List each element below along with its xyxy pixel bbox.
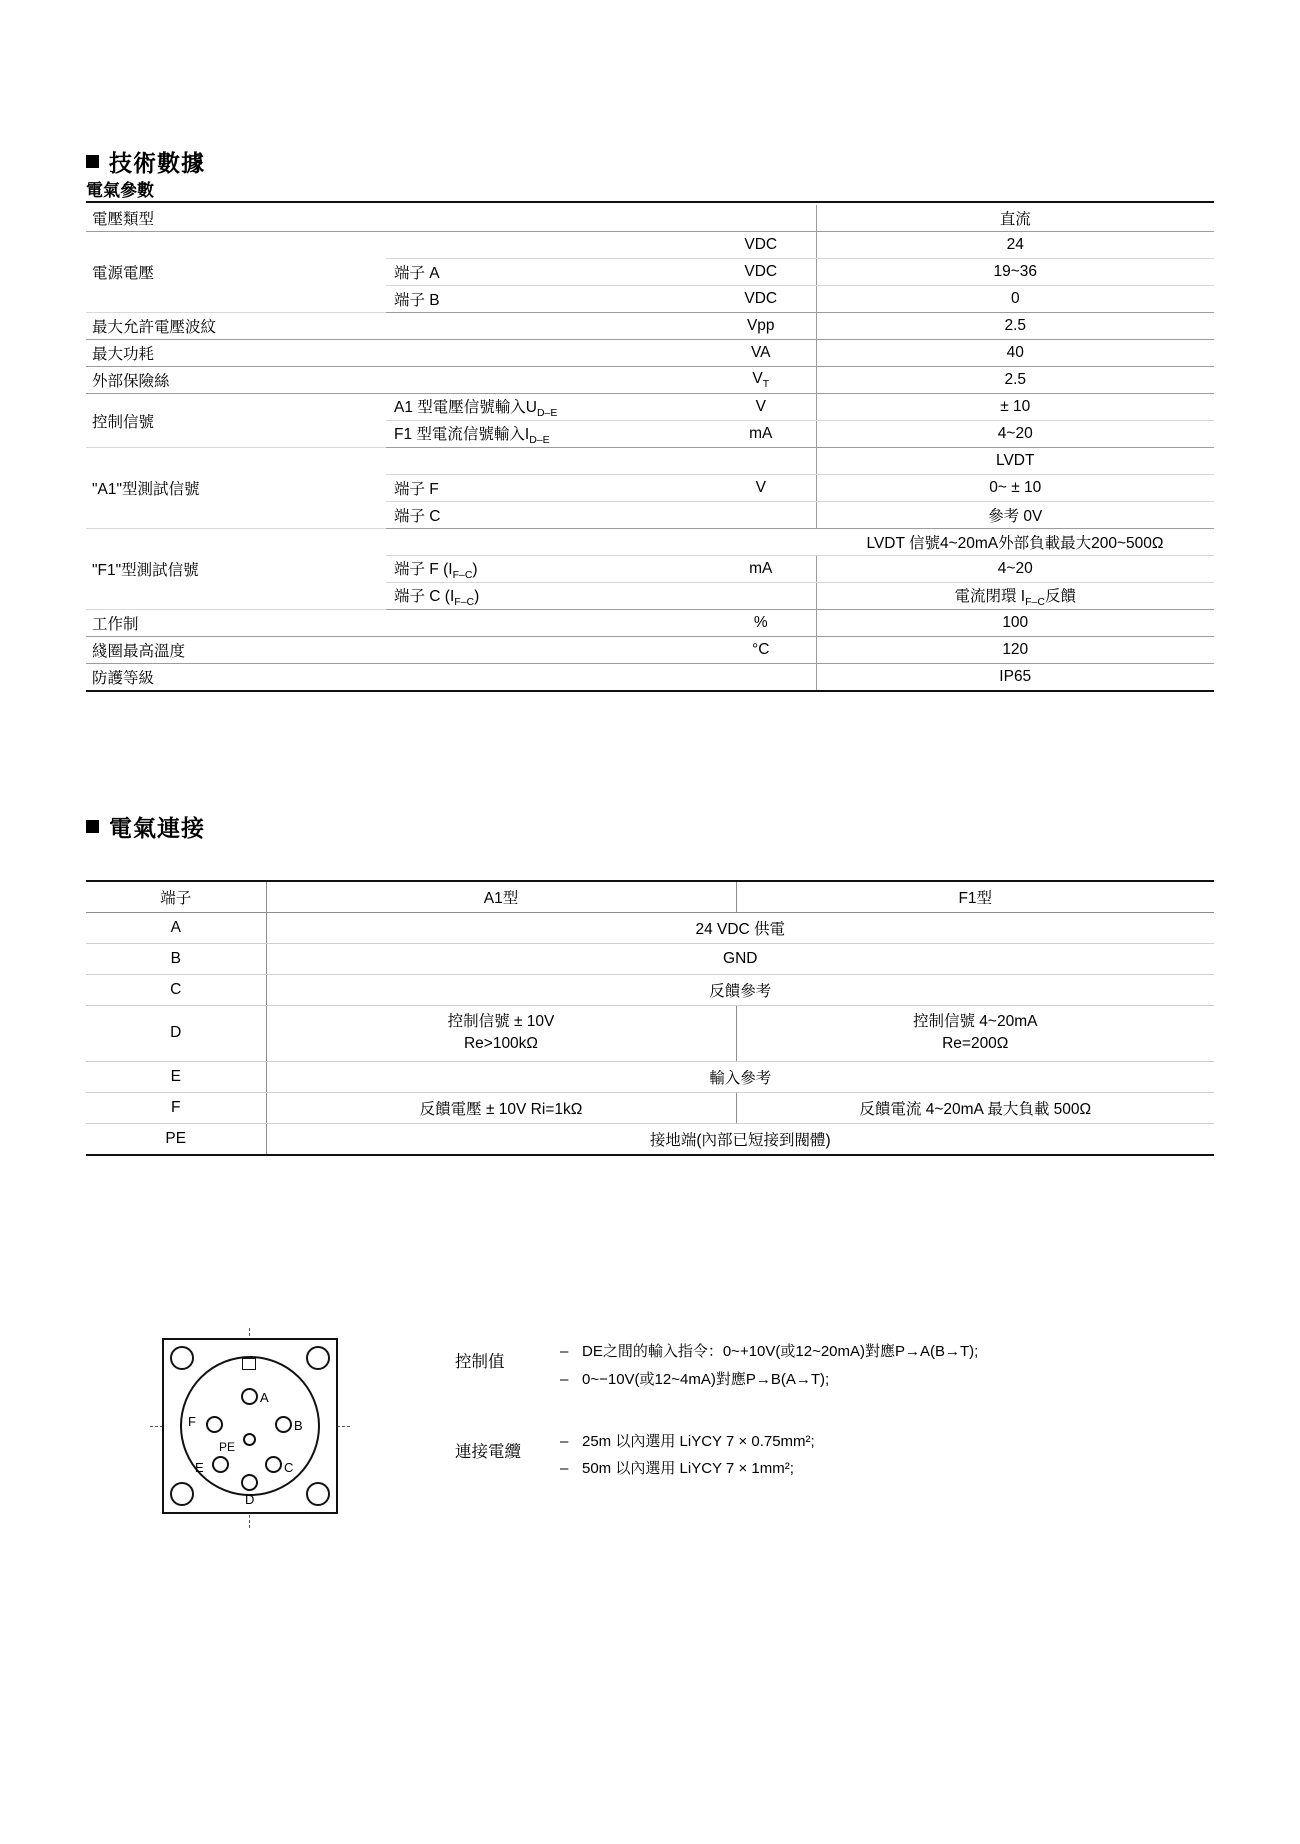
table-row: [86, 529, 1214, 556]
row-sublabel: [386, 448, 706, 475]
row-label: 最大允許電壓波紋: [86, 313, 706, 340]
note-block-cable: [455, 1428, 1215, 1484]
value-cell-both: GND: [266, 944, 1214, 975]
value-cell-both: 接地端(內部已短接到閥體): [266, 1123, 1214, 1155]
terminal-cell: A: [86, 913, 266, 944]
value-line-1: 控制信號 4~20mA: [913, 1013, 1038, 1030]
row-label: 綫圈最高溫度: [86, 637, 706, 664]
row-sublabel: [386, 232, 706, 259]
value-cell-a1: 反饋電壓 ± 10V Ri=1kΩ: [266, 1092, 736, 1123]
row-value: 120: [816, 637, 1214, 664]
table-row: [86, 205, 1214, 232]
row-unit: [706, 664, 816, 692]
note-line: [560, 1428, 1215, 1456]
row-value: LVDT: [816, 448, 1214, 475]
note-text: 0~−10V(或12~4mA)對應P→B(A→T);: [582, 1370, 830, 1388]
row-unit: [706, 529, 816, 556]
table-header-row: [86, 881, 1214, 913]
value-line-2: Re>100kΩ: [463, 1035, 539, 1053]
row-unit: VDC: [706, 232, 816, 259]
note-block-control-value: [455, 1338, 1215, 1394]
header-f1: F1型: [736, 881, 1214, 913]
row-value: 0~ ± 10: [816, 475, 1214, 502]
section-title-text: 電氣連接: [109, 815, 205, 841]
group-title-electrical-params: 電氣參數: [86, 181, 154, 200]
pin-label-d: D: [245, 1492, 255, 1507]
table-row: [86, 664, 1214, 692]
table-row: [86, 1092, 1214, 1123]
technical-data-table: [86, 205, 1214, 692]
section-heading-electrical-connection: [86, 810, 205, 843]
value-cell-both: 反饋參考: [266, 975, 1214, 1006]
pin-label-f: F: [188, 1414, 196, 1429]
row-unit: [706, 205, 816, 232]
table-row: [86, 313, 1214, 340]
row-unit: [706, 583, 816, 610]
table-row: [86, 367, 1214, 394]
header-a1: A1型: [266, 881, 736, 913]
row-label: 外部保險絲: [86, 367, 706, 394]
dash-icon: –: [560, 1460, 569, 1478]
table-row: [86, 610, 1214, 637]
row-sublabel: 端子 C $(I_{F-C})$: [386, 583, 706, 610]
row-value: 24: [816, 232, 1214, 259]
section-title-text: 技術數據: [109, 150, 205, 176]
value-cell-both: 24 VDC 供電: [266, 913, 1214, 944]
row-sublabel: 端子 B: [386, 286, 706, 313]
row-unit: mA: [706, 556, 816, 583]
row-sublabel: 端子 F: [386, 475, 706, 502]
mounting-hole-icon: [170, 1346, 194, 1370]
row-unit: V: [706, 475, 816, 502]
row-label: 防護等級: [86, 664, 706, 692]
bullet-square-icon: [86, 155, 99, 168]
row-unit: [706, 502, 816, 529]
dash-icon: –: [560, 1343, 569, 1360]
row-label: 最大功耗: [86, 340, 706, 367]
note-line: [560, 1455, 1215, 1483]
row-value: 2.5: [816, 367, 1214, 394]
terminal-cell: C: [86, 975, 266, 1006]
row-sublabel: 端子 F $(I_{F-C})$: [386, 556, 706, 583]
electrical-connection-table: [86, 880, 1214, 1156]
row-label: 電壓類型: [86, 205, 706, 232]
bullet-square-icon: [86, 820, 99, 833]
row-value: ± 10: [816, 394, 1214, 421]
note-line: [560, 1366, 1215, 1394]
row-value: 4~20: [816, 556, 1214, 583]
pin-e-icon: [212, 1456, 229, 1473]
row-value: 4~20: [816, 421, 1214, 448]
dash-icon: –: [560, 1370, 569, 1388]
table-row: [86, 944, 1214, 975]
table-row: [86, 448, 1214, 475]
mounting-hole-icon: [170, 1482, 194, 1506]
row-sublabel: 端子 C: [386, 502, 706, 529]
pin-label-e: E: [195, 1460, 204, 1475]
value-cell-both: 輸入參考: [266, 1061, 1214, 1092]
mounting-hole-icon: [306, 1482, 330, 1506]
terminal-cell: D: [86, 1006, 266, 1062]
row-unit: mA: [706, 421, 816, 448]
note-title: 連接電纜: [455, 1442, 521, 1461]
pin-label-c: C: [284, 1460, 294, 1475]
connector-diagram: [150, 1328, 350, 1528]
pin-b-icon: [275, 1416, 292, 1433]
note-text: 50m 以內選用 LiYCY 7 × 1mm²;: [582, 1460, 794, 1478]
table-row: [86, 913, 1214, 944]
row-sublabel: F1 型電流信號輸入$I_{D-E}$: [386, 421, 706, 448]
table-row: [86, 1123, 1214, 1155]
row-unit: °C: [706, 637, 816, 664]
section-heading-tech-data: [86, 145, 205, 178]
row-value: IP65: [816, 664, 1214, 692]
table-row: [86, 1061, 1214, 1092]
row-sublabel: 端子 A: [386, 259, 706, 286]
table-row: [86, 232, 1214, 259]
note-lines: [560, 1338, 1215, 1394]
pin-a-icon: [241, 1388, 258, 1405]
row-label: 控制信號: [86, 394, 386, 448]
terminal-cell: F: [86, 1092, 266, 1123]
pin-label-b: B: [294, 1418, 303, 1433]
row-label: 電源電壓: [86, 232, 386, 313]
value-cell-a1: [266, 1006, 736, 1062]
note-text: DE之間的輸入指令：0~+10V(或12~20mA)對應P→A(B→T);: [582, 1343, 979, 1360]
row-unit: VDC: [706, 286, 816, 313]
row-sublabel: [386, 529, 706, 556]
row-sublabel: A1 型電壓信號輸入$U_{D-E}$: [386, 394, 706, 421]
row-unit: [706, 448, 816, 475]
note-text: 25m 以內選用 LiYCY 7 × 0.75mm²;: [582, 1432, 815, 1450]
terminal-cell: E: [86, 1061, 266, 1092]
pin-f-icon: [206, 1416, 223, 1433]
row-value: 參考 0V: [816, 502, 1214, 529]
pin-pe-icon: [243, 1433, 256, 1446]
row-value: 40: [816, 340, 1214, 367]
table-row: [86, 637, 1214, 664]
group-rule-top: [86, 201, 1214, 203]
value-cell-f1: [736, 1006, 1214, 1062]
header-terminal: 端子: [86, 881, 266, 913]
pin-c-icon: [265, 1456, 282, 1473]
row-label: "F1"型測試信號: [86, 529, 386, 610]
row-unit: VDC: [706, 259, 816, 286]
pin-label-pe: PE: [219, 1440, 236, 1454]
row-value: 0: [816, 286, 1214, 313]
table-row: [86, 1006, 1214, 1062]
connector-keyway-icon: [242, 1358, 256, 1370]
row-value: 電流閉環 $I_{F-C}$反饋: [816, 583, 1214, 610]
row-unit: $V_T$: [706, 367, 816, 394]
row-unit: Vpp: [706, 313, 816, 340]
pin-label-a: A: [260, 1390, 269, 1405]
row-unit: VA: [706, 340, 816, 367]
table-row: [86, 340, 1214, 367]
value-line-1: 控制信號 ± 10V: [447, 1013, 555, 1030]
row-value: LVDT 信號4~20mA外部負載最大200~500Ω: [816, 529, 1214, 556]
row-label: "A1"型測試信號: [86, 448, 386, 529]
row-unit: V: [706, 394, 816, 421]
row-value: 直流: [816, 205, 1214, 232]
mounting-hole-icon: [306, 1346, 330, 1370]
notes-area: [455, 1338, 1215, 1517]
note-line: [560, 1338, 1215, 1366]
row-label: 工作制: [86, 610, 706, 637]
row-unit: %: [706, 610, 816, 637]
dash-icon: –: [560, 1432, 569, 1450]
pin-d-icon: [241, 1474, 258, 1491]
note-title: 控制值: [455, 1353, 505, 1371]
row-value: 100: [816, 610, 1214, 637]
terminal-cell: B: [86, 944, 266, 975]
value-cell-f1: 反饋電流 4~20mA 最大負載 500Ω: [736, 1092, 1214, 1123]
table-row: [86, 394, 1214, 421]
row-value: 2.5: [816, 313, 1214, 340]
row-value: 19~36: [816, 259, 1214, 286]
terminal-cell: PE: [86, 1123, 266, 1155]
note-lines: [560, 1428, 1215, 1484]
table-row: [86, 975, 1214, 1006]
value-line-2: Re=200Ω: [942, 1035, 1009, 1053]
